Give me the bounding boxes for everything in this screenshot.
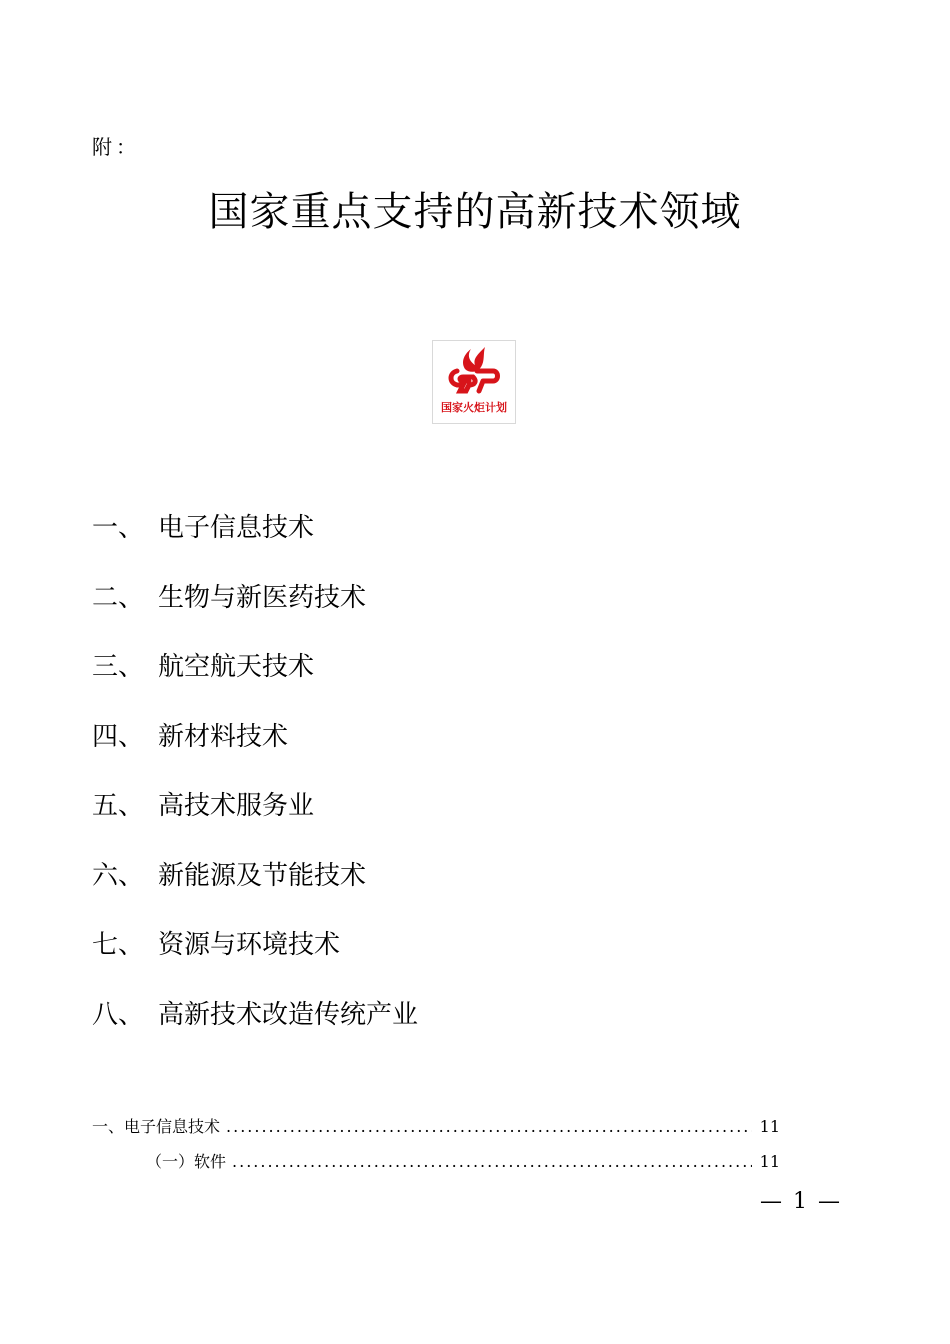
list-item bbox=[92, 856, 418, 926]
list-item bbox=[92, 647, 418, 717]
list-item bbox=[92, 925, 418, 995]
item-label: 新能源及节能技术 bbox=[158, 860, 367, 891]
list-item bbox=[92, 995, 418, 1065]
item-number: 七、 bbox=[92, 930, 145, 960]
page-title: 国家重点支持的高新技术领域 bbox=[208, 189, 742, 235]
toc-entry[interactable] bbox=[92, 1149, 780, 1184]
torch-program-logo bbox=[432, 340, 516, 424]
toc-entry[interactable] bbox=[92, 1114, 780, 1149]
toc-leader-dots bbox=[232, 1152, 752, 1171]
table-of-contents bbox=[92, 1114, 780, 1184]
attachment-label: 附： bbox=[92, 135, 140, 159]
item-label: 航空航天技术 bbox=[158, 652, 315, 682]
list-item bbox=[92, 508, 418, 578]
item-number: 三、 bbox=[92, 652, 145, 682]
item-number: 四、 bbox=[92, 721, 145, 752]
item-number: 六、 bbox=[92, 860, 145, 891]
logo-text: 国家火炬计划 bbox=[441, 401, 507, 414]
toc-entry-label: （一）软件 bbox=[146, 1152, 227, 1171]
list-item bbox=[92, 578, 418, 648]
list-item bbox=[92, 786, 418, 856]
item-number: 二、 bbox=[92, 582, 145, 613]
field-list bbox=[92, 508, 418, 1064]
item-label: 电子信息技术 bbox=[158, 513, 315, 543]
item-number: 五、 bbox=[92, 791, 145, 821]
toc-leader-dots bbox=[226, 1117, 752, 1136]
item-number: 八、 bbox=[92, 999, 145, 1030]
list-item bbox=[92, 717, 418, 787]
item-label: 新材料技术 bbox=[158, 721, 289, 752]
item-label: 高新技术改造传统产业 bbox=[158, 999, 419, 1030]
item-number: 一、 bbox=[92, 513, 145, 543]
item-label: 资源与环境技术 bbox=[158, 930, 341, 960]
toc-entry-label: 一、电子信息技术 bbox=[92, 1117, 221, 1136]
item-label: 高技术服务业 bbox=[158, 791, 315, 821]
page-number: — 1 — bbox=[760, 1189, 842, 1214]
toc-entry-page: 11 bbox=[759, 1117, 780, 1136]
toc-entry-page: 11 bbox=[759, 1152, 780, 1171]
item-label: 生物与新医药技术 bbox=[158, 582, 367, 613]
